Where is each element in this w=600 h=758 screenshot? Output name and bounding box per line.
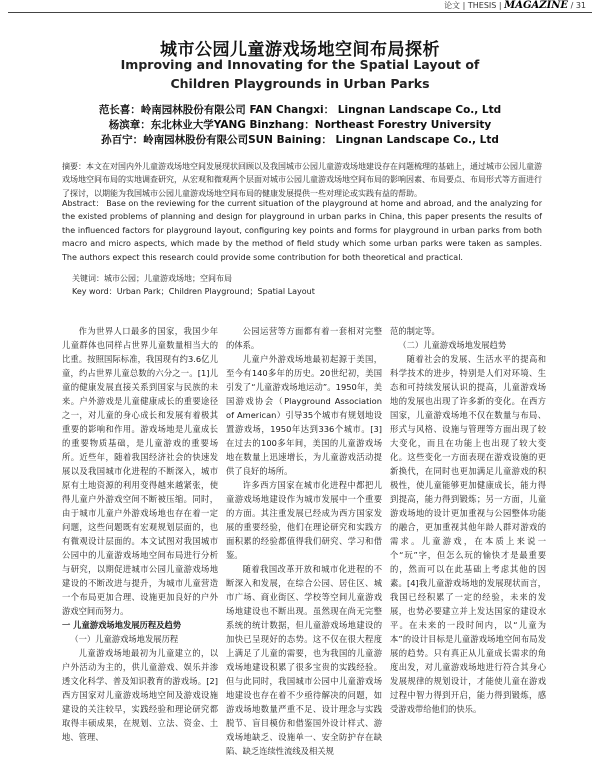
paragraph: 儿童户外游戏场地最初起源于美国，至今有140多年的历史。20世纪初，美国引发了“儿童游戏场地运动”。1950年，美国游戏协会（Playground Association of American）引导35个城市有规划地设置游戏场，1950年达到336个城市。[3]在过去的100多年间，美国的儿童游戏场地在数量上迅速增长，为儿童游戏活动提供了良好的场所。 (226, 354, 382, 476)
author-line: 范长喜：岭南园林股份有限公司 FAN Changxi： Lingnan Landscape Co., Ltd (98, 104, 502, 116)
title-english: Improving and Innovating for the Spatial Layout of Children Playgrounds in Urban Parks (120, 57, 480, 91)
paragraph: 范的制定等。 (390, 326, 440, 336)
header-magazine-prefix: THESIS (467, 1, 497, 10)
subsection-heading: （一）儿童游戏场地发展历程 (70, 634, 179, 644)
title-chinese: 城市公园儿童游戏场地空间布局探析 (160, 40, 440, 60)
page-number: 31 (575, 1, 586, 10)
abstract-chinese: 摘要：本文在对国内外儿童游戏场地空间发展现状回顾以及我国城市公园儿童游戏场地建设存在问题梳理的基础上，通过城市公园儿童游戏场地空间布局的实地调查研究，从宏观和微观两个层面对城市公园儿童游戏场地空间布局的影响因素、布局要点、布局形式等方面进行了探讨，以期能为我国城市公园儿童游戏场地空间布局的健康发展提供一些对理论或实践有益的帮助。 (62, 162, 542, 198)
paragraph: 作为世界人口最多的国家，我国少年儿童群体也同样占世界儿童数量相当大的比重。按照国际标准，我国现有约3.6亿儿童，约占世界儿童总数的六分之一。[1]儿童的健康发展直接关系到国家与民族的未来。户外游戏是儿童健康成长的重要途径之一，对儿童的身心成长和发展有着极其重要的影响和作用。游戏场地是儿童成长的重要物质基础，是儿童游戏的重要场所。近些年，随着我国经济社会的快速发展以及我国城市化进程的不断深入，城市原有土地资源的利用变得越来越紧张，使得儿童户外游戏空间不断被压缩。同时，由于城市儿童户外游戏场地也存在着一定问题，这些问题既有宏观规划层面的，也有微观设计层面的。本文试图对我国城市公园中的儿童游戏场地空间布局进行分析与研究，以期促进城市公园儿童游戏场地建设的不断改进与提升，为城市儿童营造一个布局更加合理、设施更加良好的户外游戏空间而努力。 (62, 326, 218, 616)
body-column-1 (62, 324, 218, 744)
paragraph: 许多西方国家在城市化进程中都把儿童游戏场地建设作为城市发展中一个重要的方面。其注重发展已经成为西方国家发展的重要经验，他们在理论研究和实践方面积累的经验都值得我们研究、学习和借鉴。 (226, 480, 382, 560)
header-text: 论文 | THESIS | MAGAZINE / 31 (444, 0, 586, 11)
author-line: 孙百宁：岭南园林股份有限公司SUN Baining： Lingnan Landscape Co., Ltd (101, 134, 499, 146)
paragraph: 儿童游戏场地最初为儿童建立的，以户外活动为主的，供儿童游戏、娱乐并渗透文化科学、普及知识教育的游戏场。[2]西方国家对儿童游戏场地空间及游戏设施建设的关注较早，实践经验和理论研究都取得丰硕成果，在规划、立法、资金、土地、管理、 (62, 648, 218, 742)
keywords-english: Key word：Urban Park；Children Playground；Spatial Layout (72, 287, 315, 296)
abstract-english: Abstract： Base on the reviewing for the current situation of the playground at home and abroad, and the analyzing for the existed problems of planning and design for playground in urban parks in China, this paper presents the results of the influenced factors for playground layout, configuring key points and forms for playground in urban parks from both macro and micro aspects, which made by the method of field study which some urban parks were taken as samples. The authors expect this research could provide some contribution for both theoretical and practical. (62, 199, 542, 262)
author-list (0, 103, 600, 148)
header-magazine: MAGAZINE (504, 0, 569, 11)
paragraph: 公园运营等方面都有着一套相对完整的体系。 (226, 326, 382, 350)
body-column-3 (390, 324, 546, 716)
author-line: 杨滨章：东北林业大学YANG Binzhang：Northeast Forestry University (108, 119, 492, 131)
header-rule (8, 12, 592, 13)
paragraph: 随着社会的发展、生活水平的提高和科学技术的进步，特别是人们对环境、生态和可持续发展认识的提高，儿童游戏场地的发展也出现了许多新的变化。在西方国家，儿童游戏场地不仅在数量与布局、形式与风格、设施与管理等方面出现了较大变化，而且在功能上也出现了较大变化。这些变化一方面表现在游戏设施的更新换代，在同时也更加满足儿童游戏的积极性，使儿童能够更加健康成长，能力得到提高，能力得到锻炼；另一方面，儿童游戏场地的设计更加重视与公园整体功能的融合，更加重视其他年龄人群对游戏的需求。儿童游戏，在本质上来说一个“玩”字，但怎么玩的愉快才是最重要的，然而可以在此基础上考虑其他的因素。[4]我儿童游戏场地的发展现状而言，我国已经积累了一定的经验，未来的发展，也势必要建立并上发达国家的建设水平。在未来的一段时间内，以“儿童为本”的设计目标是儿童游戏场地空间布局发展的趋势。只有真正从儿童成长需求的角度出发，对儿童游戏场地进行符合其身心发展规律的规划设计，才能使儿童在游戏过程中智力得到开启，能力得到锻炼，感受游戏带给他们的快乐。 (390, 354, 546, 714)
paragraph: 随着我国改革开放和城市化进程的不断深入和发展，在综合公园、居住区、城市广场、商业街区、学校等空间儿童游戏场地建设也不断出现。虽然现在尚无完整系统的统计数据，但儿童游戏场地建设的加快已呈现好的态势。这不仅在很大程度上满足了儿童的需要，也为我国的儿童游戏场地建设积累了很多宝贵的实践经验。但与此同时，我国城市公园中儿童游戏场地建设也存在着不少亟待解决的问题，如游戏场地数量严重不足、设计理念与实践脱节、盲目模仿和借鉴国外设计样式、游戏场地缺乏、设施单一、安全防护存在缺陷、缺乏连续性流线及相关规 (226, 564, 382, 756)
running-header (0, 0, 600, 13)
subsection-heading: （二）儿童游戏场地发展趋势 (398, 340, 507, 350)
section-heading: 一 儿童游戏场地发展历程及趋势 (62, 620, 182, 630)
keywords-chinese: 关键词：城市公园；儿童游戏场地；空间布局 (72, 274, 232, 283)
body-column-2 (226, 324, 382, 758)
header-section: 论文 (444, 1, 461, 10)
